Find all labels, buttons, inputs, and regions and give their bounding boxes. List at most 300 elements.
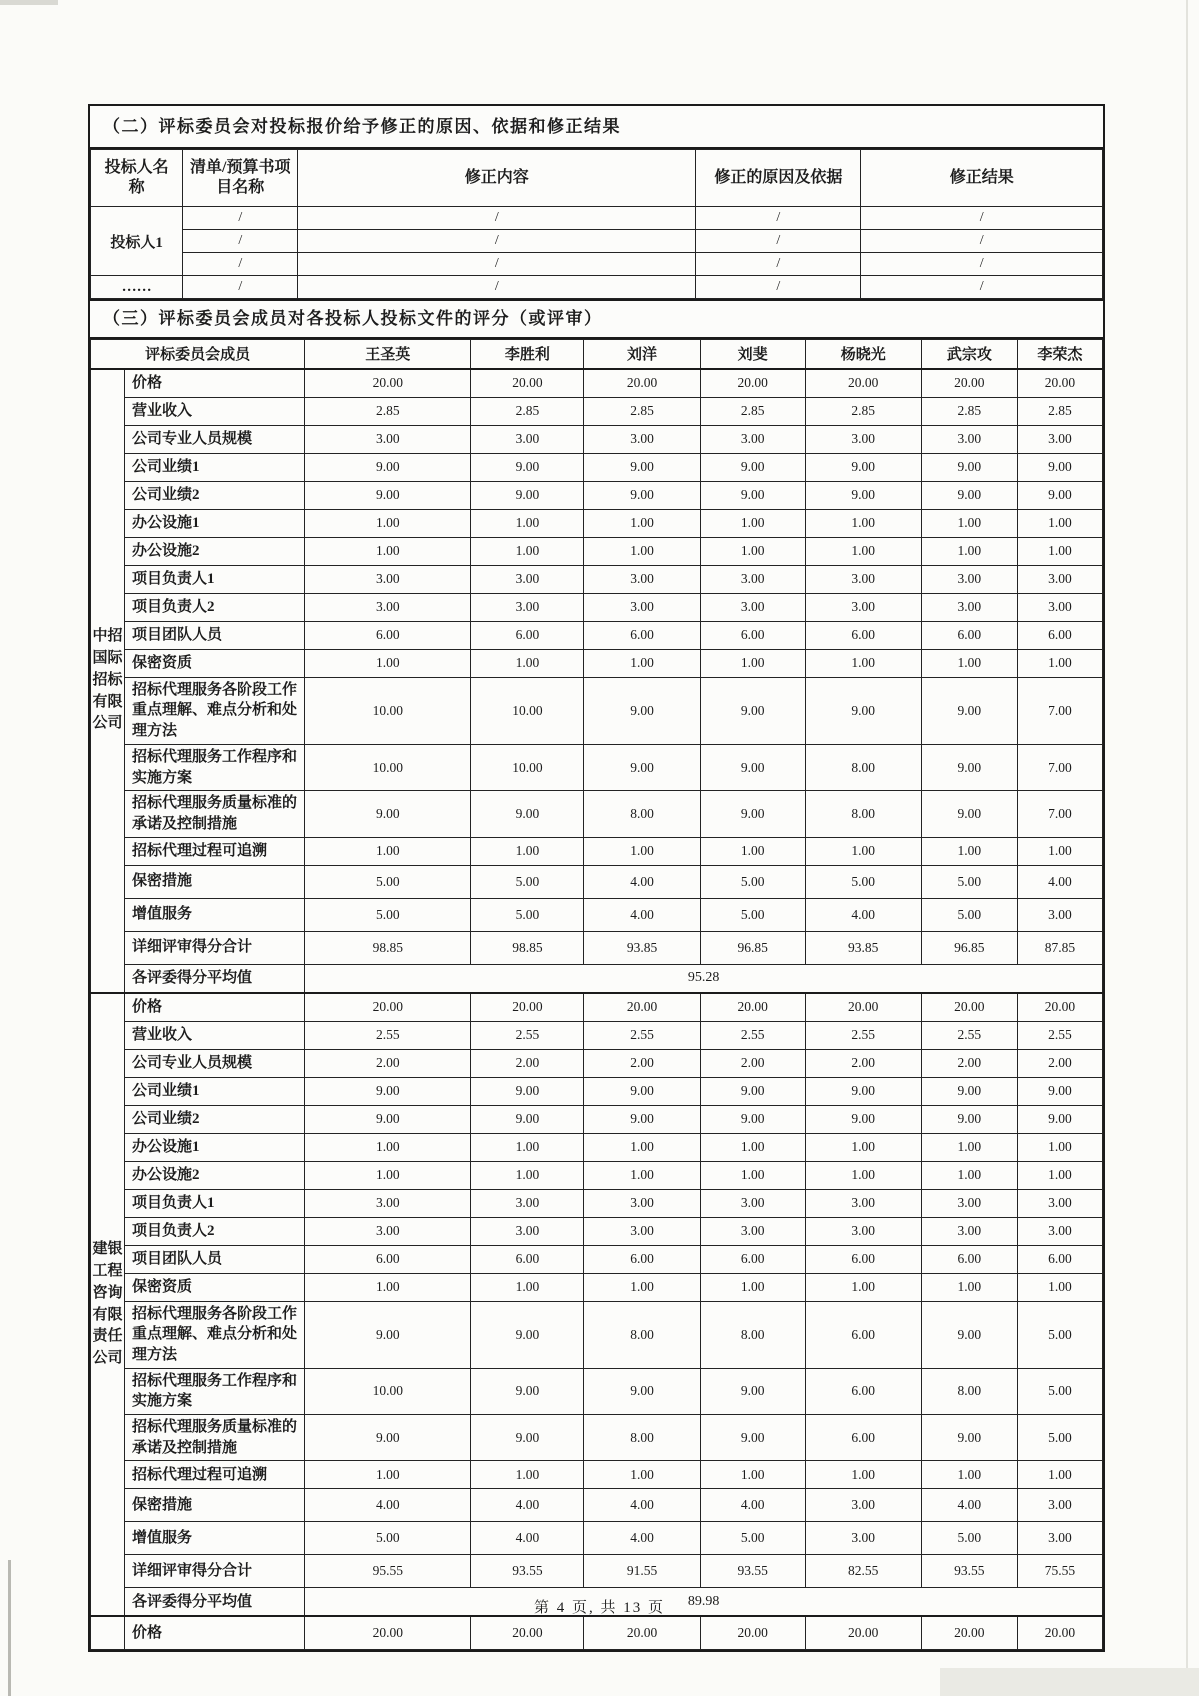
score-cell: 6.00 xyxy=(921,1245,1017,1273)
criterion-label: 招标代理服务工作程序和实施方案 xyxy=(125,744,305,790)
score-cell: 6.00 xyxy=(805,1415,921,1461)
criterion-label: 公司专业人员规模 xyxy=(125,425,305,453)
score-cell: 3.00 xyxy=(921,1217,1017,1245)
score-cell: 8.00 xyxy=(700,1301,805,1368)
score-cell: 2.00 xyxy=(305,1049,471,1077)
score-cell: 75.55 xyxy=(1017,1555,1102,1588)
score-cell: 9.00 xyxy=(700,744,805,790)
criterion-label: 保密资质 xyxy=(125,1273,305,1301)
score-cell: 6.00 xyxy=(805,1368,921,1414)
bidder-name-cell: 投标人1 xyxy=(91,207,183,276)
score-cell: 1.00 xyxy=(305,1461,471,1489)
score-cell: 1.00 xyxy=(584,509,700,537)
score-cell: 10.00 xyxy=(471,677,584,744)
score-cell: 2.85 xyxy=(1017,397,1102,425)
score-cell: 8.00 xyxy=(805,791,921,837)
score-cell: 9.00 xyxy=(471,1368,584,1414)
score-cell: 4.00 xyxy=(471,1489,584,1522)
score-cell: 93.85 xyxy=(584,931,700,964)
correction-cell: / xyxy=(183,207,298,230)
score-cell: 2.55 xyxy=(584,1021,700,1049)
score-cell: 96.85 xyxy=(921,931,1017,964)
score-cell: 9.00 xyxy=(805,1105,921,1133)
score-row xyxy=(91,677,1103,744)
score-row xyxy=(91,837,1103,865)
score-cell: 6.00 xyxy=(805,621,921,649)
score-row xyxy=(91,621,1103,649)
score-cell: 20.00 xyxy=(700,1616,805,1650)
score-row xyxy=(91,593,1103,621)
correction-cell: / xyxy=(298,253,696,276)
score-cell: 2.85 xyxy=(921,397,1017,425)
score-cell: 1.00 xyxy=(305,537,471,565)
score-cell: 1.00 xyxy=(700,1461,805,1489)
score-row xyxy=(91,1616,1103,1650)
score-cell: 2.85 xyxy=(471,397,584,425)
score-cell: 20.00 xyxy=(805,993,921,1022)
score-cell: 7.00 xyxy=(1017,677,1102,744)
score-cell: 1.00 xyxy=(921,649,1017,677)
correction-cell: / xyxy=(861,207,1103,230)
scan-shadow-bottomright xyxy=(940,1668,1199,1696)
bidder-group-label: 建银工程咨询有限责任公司 xyxy=(91,993,125,1617)
score-row xyxy=(91,931,1103,964)
score-cell: 6.00 xyxy=(700,1245,805,1273)
score-cell: 20.00 xyxy=(471,369,584,398)
score-cell: 9.00 xyxy=(921,1301,1017,1368)
score-cell: 20.00 xyxy=(305,1616,471,1650)
score-cell: 3.00 xyxy=(1017,425,1102,453)
score-cell: 6.00 xyxy=(471,1245,584,1273)
score-cell: 9.00 xyxy=(584,677,700,744)
correction-cell: / xyxy=(696,253,861,276)
score-row xyxy=(91,1161,1103,1189)
score-cell: 3.00 xyxy=(1017,1489,1102,1522)
score-cell: 7.00 xyxy=(1017,744,1102,790)
score-cell: 1.00 xyxy=(471,837,584,865)
score-cell: 3.00 xyxy=(805,565,921,593)
score-cell: 1.00 xyxy=(584,1133,700,1161)
scan-artifact-topleft xyxy=(0,0,58,5)
score-row xyxy=(91,537,1103,565)
score-row xyxy=(91,791,1103,837)
col-header-evaluator-4: 刘斐 xyxy=(700,339,805,369)
criterion-label: 保密措施 xyxy=(125,865,305,898)
score-cell: 9.00 xyxy=(921,481,1017,509)
correction-row xyxy=(91,276,1103,299)
score-cell: 3.00 xyxy=(471,425,584,453)
score-cell: 20.00 xyxy=(584,993,700,1022)
score-cell: 9.00 xyxy=(305,481,471,509)
score-cell: 9.00 xyxy=(805,453,921,481)
score-cell: 2.55 xyxy=(805,1021,921,1049)
page-footer: 第 4 页, 共 13 页 xyxy=(533,1600,665,1616)
score-cell: 1.00 xyxy=(921,537,1017,565)
score-cell: 7.00 xyxy=(1017,791,1102,837)
score-cell: 6.00 xyxy=(805,1301,921,1368)
score-row xyxy=(91,1217,1103,1245)
criterion-label: 价格 xyxy=(125,369,305,398)
score-cell: 5.00 xyxy=(305,865,471,898)
score-cell: 87.85 xyxy=(1017,931,1102,964)
score-cell: 2.85 xyxy=(305,397,471,425)
score-row xyxy=(91,1461,1103,1489)
score-row xyxy=(91,1021,1103,1049)
score-row xyxy=(91,993,1103,1022)
criterion-label: 公司业绩2 xyxy=(125,481,305,509)
criterion-label: 营业收入 xyxy=(125,397,305,425)
score-cell: 98.85 xyxy=(471,931,584,964)
score-cell: 3.00 xyxy=(805,425,921,453)
score-cell: 1.00 xyxy=(921,1273,1017,1301)
score-cell: 5.00 xyxy=(921,898,1017,931)
criterion-label: 招标代理过程可追溯 xyxy=(125,1461,305,1489)
score-row xyxy=(91,1245,1103,1273)
score-cell: 3.00 xyxy=(921,565,1017,593)
score-cell: 5.00 xyxy=(921,1522,1017,1555)
score-cell: 3.00 xyxy=(305,1217,471,1245)
correction-cell: / xyxy=(696,230,861,253)
score-cell: 2.85 xyxy=(700,397,805,425)
score-cell: 6.00 xyxy=(584,1245,700,1273)
score-cell: 9.00 xyxy=(1017,481,1102,509)
score-cell: 4.00 xyxy=(305,1489,471,1522)
correction-cell: / xyxy=(696,207,861,230)
score-cell: 10.00 xyxy=(305,744,471,790)
score-cell: 1.00 xyxy=(584,1273,700,1301)
score-cell: 6.00 xyxy=(1017,621,1102,649)
score-cell: 1.00 xyxy=(805,537,921,565)
score-cell: 3.00 xyxy=(305,565,471,593)
score-cell: 3.00 xyxy=(1017,898,1102,931)
score-cell: 3.00 xyxy=(584,565,700,593)
score-cell: 9.00 xyxy=(921,1105,1017,1133)
score-row xyxy=(91,865,1103,898)
score-cell: 1.00 xyxy=(1017,649,1102,677)
score-cell: 9.00 xyxy=(700,1368,805,1414)
score-cell: 2.00 xyxy=(471,1049,584,1077)
score-cell: 9.00 xyxy=(700,1105,805,1133)
score-cell: 91.55 xyxy=(584,1555,700,1588)
score-cell: 6.00 xyxy=(921,621,1017,649)
score-cell: 1.00 xyxy=(1017,1161,1102,1189)
score-row xyxy=(91,1489,1103,1522)
score-cell: 9.00 xyxy=(305,1301,471,1368)
score-cell: 9.00 xyxy=(471,1105,584,1133)
score-cell: 8.00 xyxy=(805,744,921,790)
bidder-name-cell: …… xyxy=(91,276,183,299)
score-cell: 9.00 xyxy=(584,1077,700,1105)
score-cell: 5.00 xyxy=(805,865,921,898)
score-cell: 9.00 xyxy=(921,677,1017,744)
col-header-boq-item-name: 清单/预算书项目名称 xyxy=(183,150,298,207)
section-2-title: （二）评标委员会对投标报价给予修正的原因、依据和修正结果 xyxy=(90,106,1103,149)
score-cell: 20.00 xyxy=(1017,369,1102,398)
score-cell: 1.00 xyxy=(921,509,1017,537)
score-cell: 1.00 xyxy=(805,1161,921,1189)
score-cell: 20.00 xyxy=(305,993,471,1022)
score-row xyxy=(91,1555,1103,1588)
score-cell: 2.85 xyxy=(584,397,700,425)
score-cell: 5.00 xyxy=(700,865,805,898)
score-cell: 3.00 xyxy=(305,1189,471,1217)
score-cell: 20.00 xyxy=(471,993,584,1022)
criterion-label: 增值服务 xyxy=(125,1522,305,1555)
score-cell: 8.00 xyxy=(921,1368,1017,1414)
score-cell: 8.00 xyxy=(584,1301,700,1368)
score-row xyxy=(91,744,1103,790)
score-cell: 3.00 xyxy=(584,1217,700,1245)
score-cell: 3.00 xyxy=(471,1217,584,1245)
score-cell: 2.85 xyxy=(805,397,921,425)
score-cell: 3.00 xyxy=(471,565,584,593)
col-header-correction-content: 修正内容 xyxy=(298,150,696,207)
score-cell: 3.00 xyxy=(921,1189,1017,1217)
score-cell: 1.00 xyxy=(305,649,471,677)
col-header-evaluator-6: 武宗攻 xyxy=(921,339,1017,369)
score-cell: 93.55 xyxy=(921,1555,1017,1588)
scan-edge-right xyxy=(1186,0,1188,1696)
score-cell: 98.85 xyxy=(305,931,471,964)
score-cell: 5.00 xyxy=(700,898,805,931)
bidder-group-label: 中招国际招标有限公司 xyxy=(91,369,125,993)
score-cell: 4.00 xyxy=(1017,865,1102,898)
score-cell: 20.00 xyxy=(921,369,1017,398)
score-cell: 4.00 xyxy=(921,1489,1017,1522)
score-row xyxy=(91,425,1103,453)
correction-cell: / xyxy=(861,253,1103,276)
score-cell: 1.00 xyxy=(700,1273,805,1301)
criterion-label: 公司专业人员规模 xyxy=(125,1049,305,1077)
criterion-label: 办公设施2 xyxy=(125,1161,305,1189)
criterion-label: 详细评审得分合计 xyxy=(125,931,305,964)
score-row xyxy=(91,1415,1103,1461)
score-cell: 9.00 xyxy=(921,1415,1017,1461)
score-row xyxy=(91,1522,1103,1555)
score-cell: 3.00 xyxy=(471,593,584,621)
correction-table-header-row xyxy=(91,150,1103,207)
score-cell: 1.00 xyxy=(700,837,805,865)
score-cell: 9.00 xyxy=(584,744,700,790)
correction-row xyxy=(91,230,1103,253)
average-label: 各评委得分平均值 xyxy=(125,1588,305,1617)
criterion-label: 项目负责人2 xyxy=(125,593,305,621)
score-cell: 9.00 xyxy=(700,791,805,837)
score-cell: 20.00 xyxy=(921,1616,1017,1650)
score-cell: 9.00 xyxy=(471,1301,584,1368)
score-cell: 3.00 xyxy=(1017,1217,1102,1245)
score-cell: 3.00 xyxy=(921,593,1017,621)
correction-cell: / xyxy=(298,276,696,299)
criterion-label: 招标代理过程可追溯 xyxy=(125,837,305,865)
criterion-label: 保密措施 xyxy=(125,1489,305,1522)
score-row xyxy=(91,1133,1103,1161)
score-cell: 3.00 xyxy=(584,593,700,621)
score-cell: 9.00 xyxy=(700,453,805,481)
score-cell: 2.00 xyxy=(805,1049,921,1077)
score-cell: 2.55 xyxy=(1017,1021,1102,1049)
score-cell: 20.00 xyxy=(805,369,921,398)
score-cell: 93.85 xyxy=(805,931,921,964)
score-row xyxy=(91,649,1103,677)
score-cell: 20.00 xyxy=(305,369,471,398)
score-cell: 10.00 xyxy=(471,744,584,790)
correction-row xyxy=(91,207,1103,230)
score-cell: 9.00 xyxy=(1017,1077,1102,1105)
score-cell: 93.55 xyxy=(471,1555,584,1588)
criterion-label: 项目负责人1 xyxy=(125,1189,305,1217)
score-cell: 9.00 xyxy=(305,453,471,481)
score-cell: 3.00 xyxy=(700,565,805,593)
score-cell: 9.00 xyxy=(584,1105,700,1133)
col-header-correction-result: 修正结果 xyxy=(861,150,1103,207)
score-cell: 1.00 xyxy=(1017,509,1102,537)
criterion-label: 项目负责人1 xyxy=(125,565,305,593)
score-cell: 6.00 xyxy=(305,1245,471,1273)
score-cell: 3.00 xyxy=(805,593,921,621)
score-cell: 5.00 xyxy=(305,1522,471,1555)
score-cell: 9.00 xyxy=(471,481,584,509)
score-cell: 20.00 xyxy=(700,369,805,398)
score-cell: 3.00 xyxy=(1017,593,1102,621)
score-row xyxy=(91,453,1103,481)
score-cell: 3.00 xyxy=(805,1217,921,1245)
score-row xyxy=(91,481,1103,509)
score-cell: 4.00 xyxy=(584,865,700,898)
score-cell: 1.00 xyxy=(584,837,700,865)
score-cell: 3.00 xyxy=(805,1489,921,1522)
score-cell: 8.00 xyxy=(584,1415,700,1461)
score-cell: 1.00 xyxy=(471,1161,584,1189)
correction-cell: / xyxy=(298,230,696,253)
score-cell: 2.00 xyxy=(1017,1049,1102,1077)
score-cell: 4.00 xyxy=(584,1489,700,1522)
average-label: 各评委得分平均值 xyxy=(125,964,305,993)
score-cell: 5.00 xyxy=(471,898,584,931)
score-row xyxy=(91,509,1103,537)
score-cell: 3.00 xyxy=(700,1189,805,1217)
score-cell: 2.00 xyxy=(700,1049,805,1077)
score-cell: 1.00 xyxy=(471,649,584,677)
score-cell: 5.00 xyxy=(700,1522,805,1555)
score-cell: 4.00 xyxy=(700,1489,805,1522)
score-cell: 2.55 xyxy=(471,1021,584,1049)
score-cell: 3.00 xyxy=(805,1522,921,1555)
score-cell: 6.00 xyxy=(805,1245,921,1273)
score-row xyxy=(91,898,1103,931)
correction-cell: / xyxy=(183,276,298,299)
score-cell: 1.00 xyxy=(584,1161,700,1189)
score-cell: 9.00 xyxy=(700,481,805,509)
criterion-label: 公司业绩2 xyxy=(125,1105,305,1133)
score-row xyxy=(91,1105,1103,1133)
criterion-label: 保密资质 xyxy=(125,649,305,677)
score-cell: 1.00 xyxy=(471,1133,584,1161)
score-cell: 1.00 xyxy=(700,1161,805,1189)
score-cell: 3.00 xyxy=(305,425,471,453)
score-cell: 3.00 xyxy=(1017,1522,1102,1555)
average-value: 89.98 xyxy=(305,1588,1103,1617)
score-cell: 3.00 xyxy=(584,425,700,453)
criterion-label: 公司业绩1 xyxy=(125,1077,305,1105)
col-header-evaluator-2: 李胜利 xyxy=(471,339,584,369)
score-cell: 1.00 xyxy=(471,509,584,537)
score-cell: 20.00 xyxy=(584,1616,700,1650)
score-cell: 1.00 xyxy=(305,837,471,865)
criterion-label: 招标代理服务各阶段工作重点理解、难点分析和处理方法 xyxy=(125,677,305,744)
score-cell: 6.00 xyxy=(1017,1245,1102,1273)
score-cell: 9.00 xyxy=(921,1077,1017,1105)
score-cell: 1.00 xyxy=(805,1461,921,1489)
score-cell: 1.00 xyxy=(305,509,471,537)
score-cell: 82.55 xyxy=(805,1555,921,1588)
score-cell: 93.55 xyxy=(700,1555,805,1588)
score-cell: 1.00 xyxy=(700,649,805,677)
score-cell: 4.00 xyxy=(584,1522,700,1555)
criterion-label: 项目负责人2 xyxy=(125,1217,305,1245)
score-cell: 1.00 xyxy=(805,649,921,677)
score-cell: 1.00 xyxy=(921,1133,1017,1161)
score-cell: 1.00 xyxy=(1017,1461,1102,1489)
col-header-evaluator-5: 杨晓光 xyxy=(805,339,921,369)
score-cell: 9.00 xyxy=(584,453,700,481)
score-cell: 3.00 xyxy=(805,1189,921,1217)
criterion-label: 公司业绩1 xyxy=(125,453,305,481)
criterion-label: 项目团队人员 xyxy=(125,1245,305,1273)
scoring-table-header-row xyxy=(91,339,1103,369)
score-cell: 9.00 xyxy=(471,453,584,481)
evaluation-report-frame xyxy=(88,104,1105,1652)
score-cell: 9.00 xyxy=(471,791,584,837)
criterion-label: 价格 xyxy=(125,1616,305,1650)
score-cell: 20.00 xyxy=(471,1616,584,1650)
score-row xyxy=(91,397,1103,425)
score-cell: 1.00 xyxy=(805,1273,921,1301)
criterion-label: 招标代理服务各阶段工作重点理解、难点分析和处理方法 xyxy=(125,1301,305,1368)
score-cell: 6.00 xyxy=(700,621,805,649)
correction-cell: / xyxy=(696,276,861,299)
score-cell: 1.00 xyxy=(921,1161,1017,1189)
score-cell: 9.00 xyxy=(471,1415,584,1461)
score-cell: 9.00 xyxy=(584,481,700,509)
score-cell: 9.00 xyxy=(921,744,1017,790)
col-header-evaluator-7: 李荣杰 xyxy=(1017,339,1102,369)
score-cell: 9.00 xyxy=(584,1368,700,1414)
score-cell: 4.00 xyxy=(584,898,700,931)
col-header-correction-reason: 修正的原因及依据 xyxy=(696,150,861,207)
score-cell: 1.00 xyxy=(700,509,805,537)
score-row xyxy=(91,1189,1103,1217)
score-cell: 9.00 xyxy=(305,1077,471,1105)
score-cell: 9.00 xyxy=(305,791,471,837)
price-correction-table xyxy=(90,149,1103,299)
score-cell: 20.00 xyxy=(1017,1616,1102,1650)
scan-edge-left xyxy=(8,1560,11,1696)
score-cell: 9.00 xyxy=(700,1077,805,1105)
score-cell: 10.00 xyxy=(305,677,471,744)
score-cell: 1.00 xyxy=(700,537,805,565)
criterion-label: 办公设施2 xyxy=(125,537,305,565)
score-row xyxy=(91,1049,1103,1077)
score-cell: 20.00 xyxy=(805,1616,921,1650)
average-value: 95.28 xyxy=(305,964,1103,993)
bidder-group-label-partial xyxy=(91,1616,125,1650)
criterion-label: 项目团队人员 xyxy=(125,621,305,649)
score-cell: 5.00 xyxy=(471,865,584,898)
score-cell: 1.00 xyxy=(805,837,921,865)
correction-cell: / xyxy=(183,230,298,253)
score-cell: 1.00 xyxy=(305,1161,471,1189)
